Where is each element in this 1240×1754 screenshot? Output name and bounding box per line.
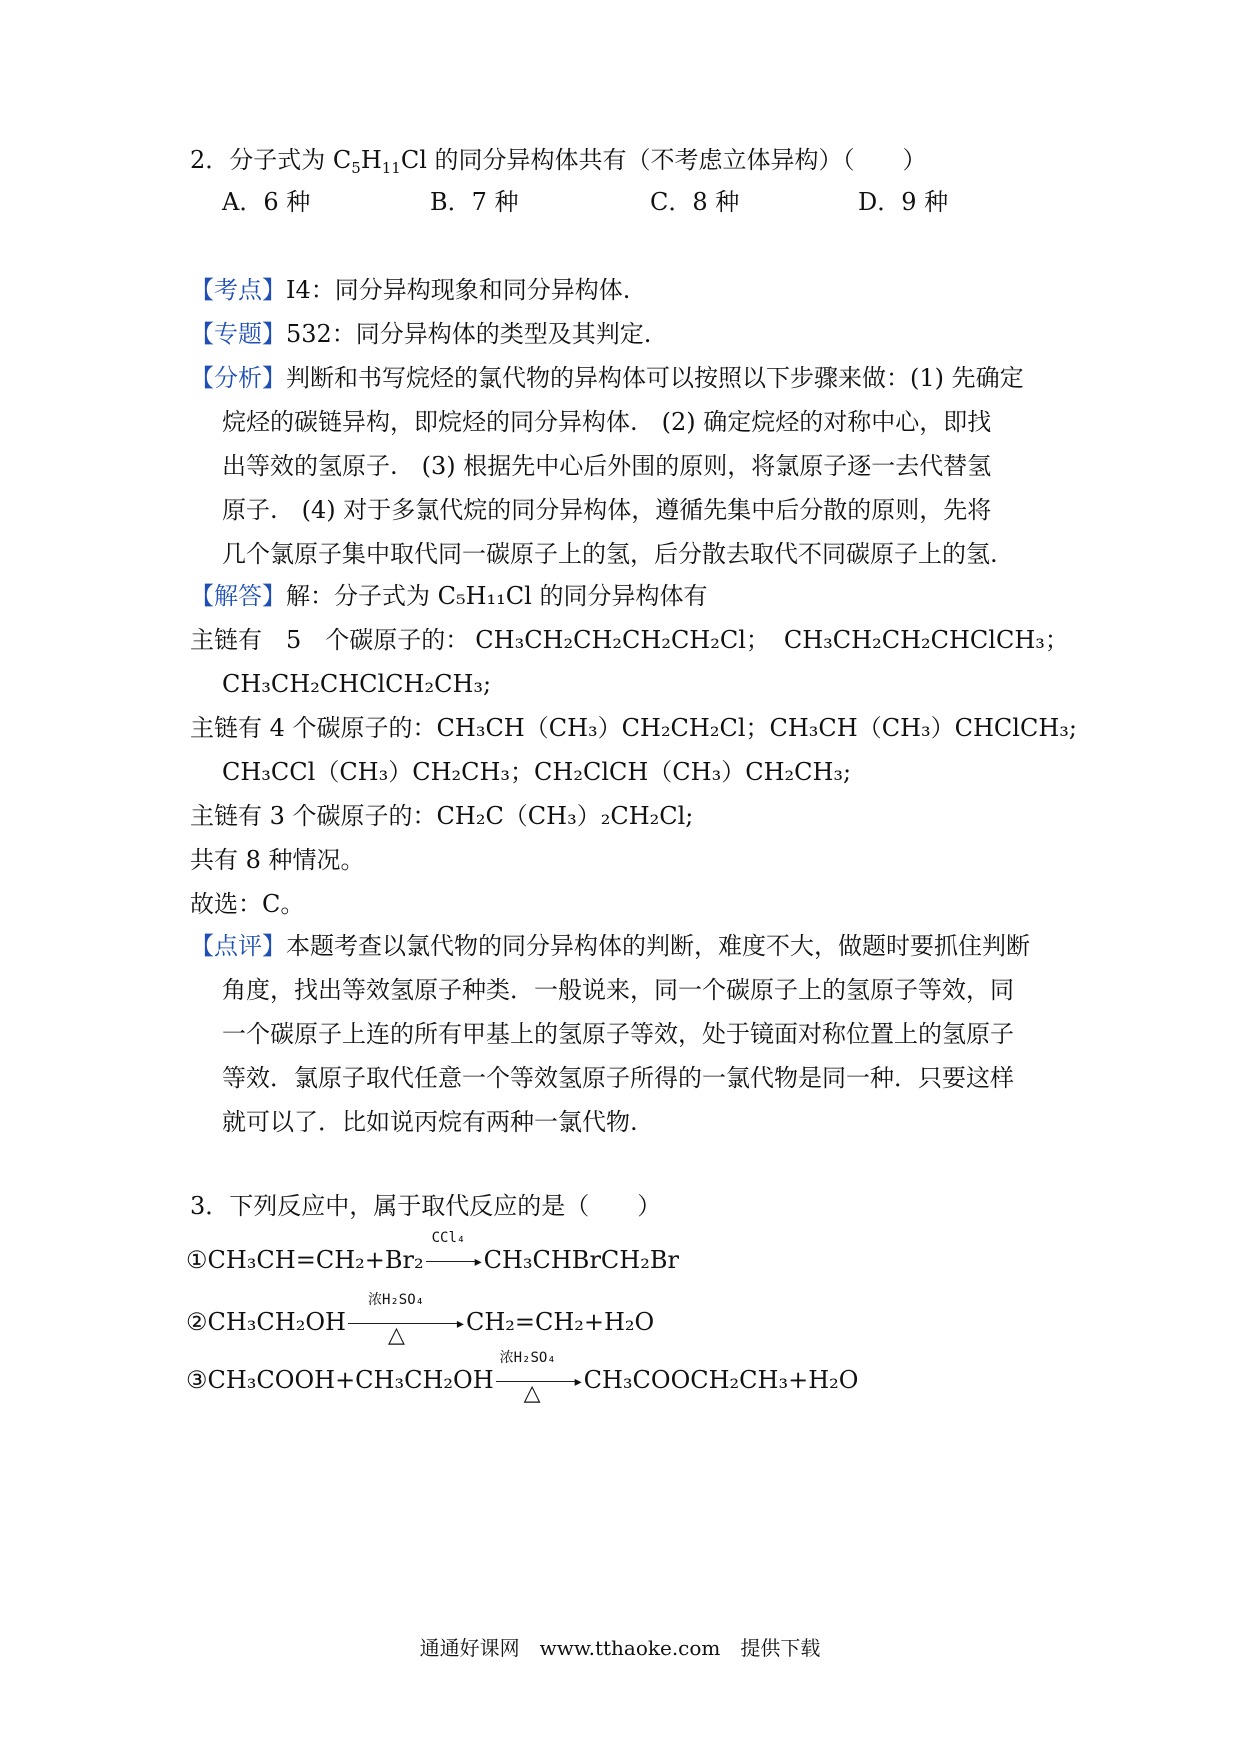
kaodian-tag: 【考点】: [190, 276, 286, 304]
dianping-tag: 【点评】: [190, 932, 286, 960]
option-a: A．6 种: [222, 188, 311, 216]
dianping-line-2: 角度，找出等效氢原子种类．一般说来，同一个碳原子上的氢原子等效，同: [222, 976, 1014, 1004]
reaction-1: ①CH₃CH=CH₂+Br₂ CCl₄ ▸ CH₃CHBrCH₂Br: [186, 1229, 679, 1274]
zhuanti: 【专题】532：同分异构体的类型及其判定.: [190, 320, 652, 348]
dianping-line-1: 【点评】本题考查以氯代物的同分异构体的判断，难度不大，做题时要抓住判断: [190, 932, 1030, 960]
jieda-intro: 【解答】解：分子式为 C₅H₁₁Cl 的同分异构体有: [190, 582, 708, 610]
fenxi-line-1: 【分析】判断和书写烷烃的氯代物的异构体可以按照以下步骤来做：(1) 先确定: [190, 364, 1024, 392]
main-chain-5: 主链有 5 个碳原子的： CH₃CH₂CH₂CH₂CH₂Cl； CH₃CH₂CH₂CHClCH₃；: [190, 626, 1069, 654]
page-footer: 通通好课网 www.tthaoke.com 提供下载: [419, 1636, 821, 1660]
question-2-options: [0, 190, 1240, 220]
question-3-stem: 3．下列反应中，属于取代反应的是（ ）: [190, 1192, 662, 1220]
fenxi-line-5: 几个氯原子集中取代同一碳原子上的氢，后分散去取代不同碳原子上的氢.: [222, 540, 998, 568]
answer-choice: 故选：C。: [190, 890, 305, 918]
option-c: C．8 种: [650, 188, 740, 216]
reaction-arrow: 浓H₂SO₄ ▸ △: [496, 1371, 576, 1393]
zhuanti-tag: 【专题】: [190, 320, 286, 348]
fenxi-line-4: 原子. (4) 对于多氯代烷的同分异构体，遵循先集中后分散的原则，先将: [222, 496, 992, 524]
main-chain-4-cont: CH₃CCl（CH₃）CH₂CH₃；CH₂ClCH（CH₃）CH₂CH₃;: [222, 758, 852, 786]
main-chain-5-cont: CH₃CH₂CHClCH₂CH₃;: [222, 670, 492, 698]
total-count: 共有 8 种情况。: [190, 846, 365, 874]
heat-symbol: △: [523, 1380, 541, 1406]
dianping-line-3: 一个碳原子上连的所有甲基上的氢原子等效，处于镜面对称位置上的氢原子: [222, 1020, 1014, 1048]
main-chain-4: 主链有 4 个碳原子的：CH₃CH（CH₃）CH₂CH₂Cl；CH₃CH（CH₃）CHClCH₃;: [190, 714, 1077, 742]
fenxi-line-2: 烷烃的碳链异构，即烷烃的同分异构体. (2) 确定烷烃的对称中心，即找: [222, 408, 992, 436]
reaction-arrow: 浓H₂SO₄ ▸ △: [348, 1313, 458, 1335]
fenxi-line-3: 出等效的氢原子. (3) 根据先中心后外围的原则，将氯原子逐一去代替氢: [222, 452, 992, 480]
question-2-stem: 2．分子式为 $C_5H_{11}Cl$ 的同分异构体共有（不考虑立体异构）（ ）: [190, 146, 927, 177]
reaction-2: ②CH₃CH₂OH 浓H₂SO₄ ▸ △ CH₂=CH₂+H₂O: [186, 1291, 655, 1348]
kaodian: 【考点】I4：同分异构现象和同分异构体.: [190, 276, 631, 304]
jieda-tag: 【解答】: [190, 582, 286, 610]
main-chain-3: 主链有 3 个碳原子的：CH₂C（CH₃）₂CH₂Cl;: [190, 802, 694, 830]
dianping-line-4: 等效．氯原子取代任意一个等效氢原子所得的一氯代物是同一种．只要这样: [222, 1064, 1014, 1092]
option-d: D．9 种: [858, 188, 949, 216]
reaction-arrow: CCl₄ ▸: [426, 1251, 476, 1273]
dianping-line-5: 就可以了．比如说丙烷有两种一氯代物.: [222, 1108, 638, 1136]
reaction-3: ③CH₃COOH+CH₃CH₂OH 浓H₂SO₄ ▸ △ CH₃COOCH₂CH₃+H₂O: [186, 1349, 859, 1406]
fenxi-tag: 【分析】: [190, 364, 286, 392]
option-b: B．7 种: [430, 188, 519, 216]
heat-symbol: △: [387, 1322, 405, 1348]
